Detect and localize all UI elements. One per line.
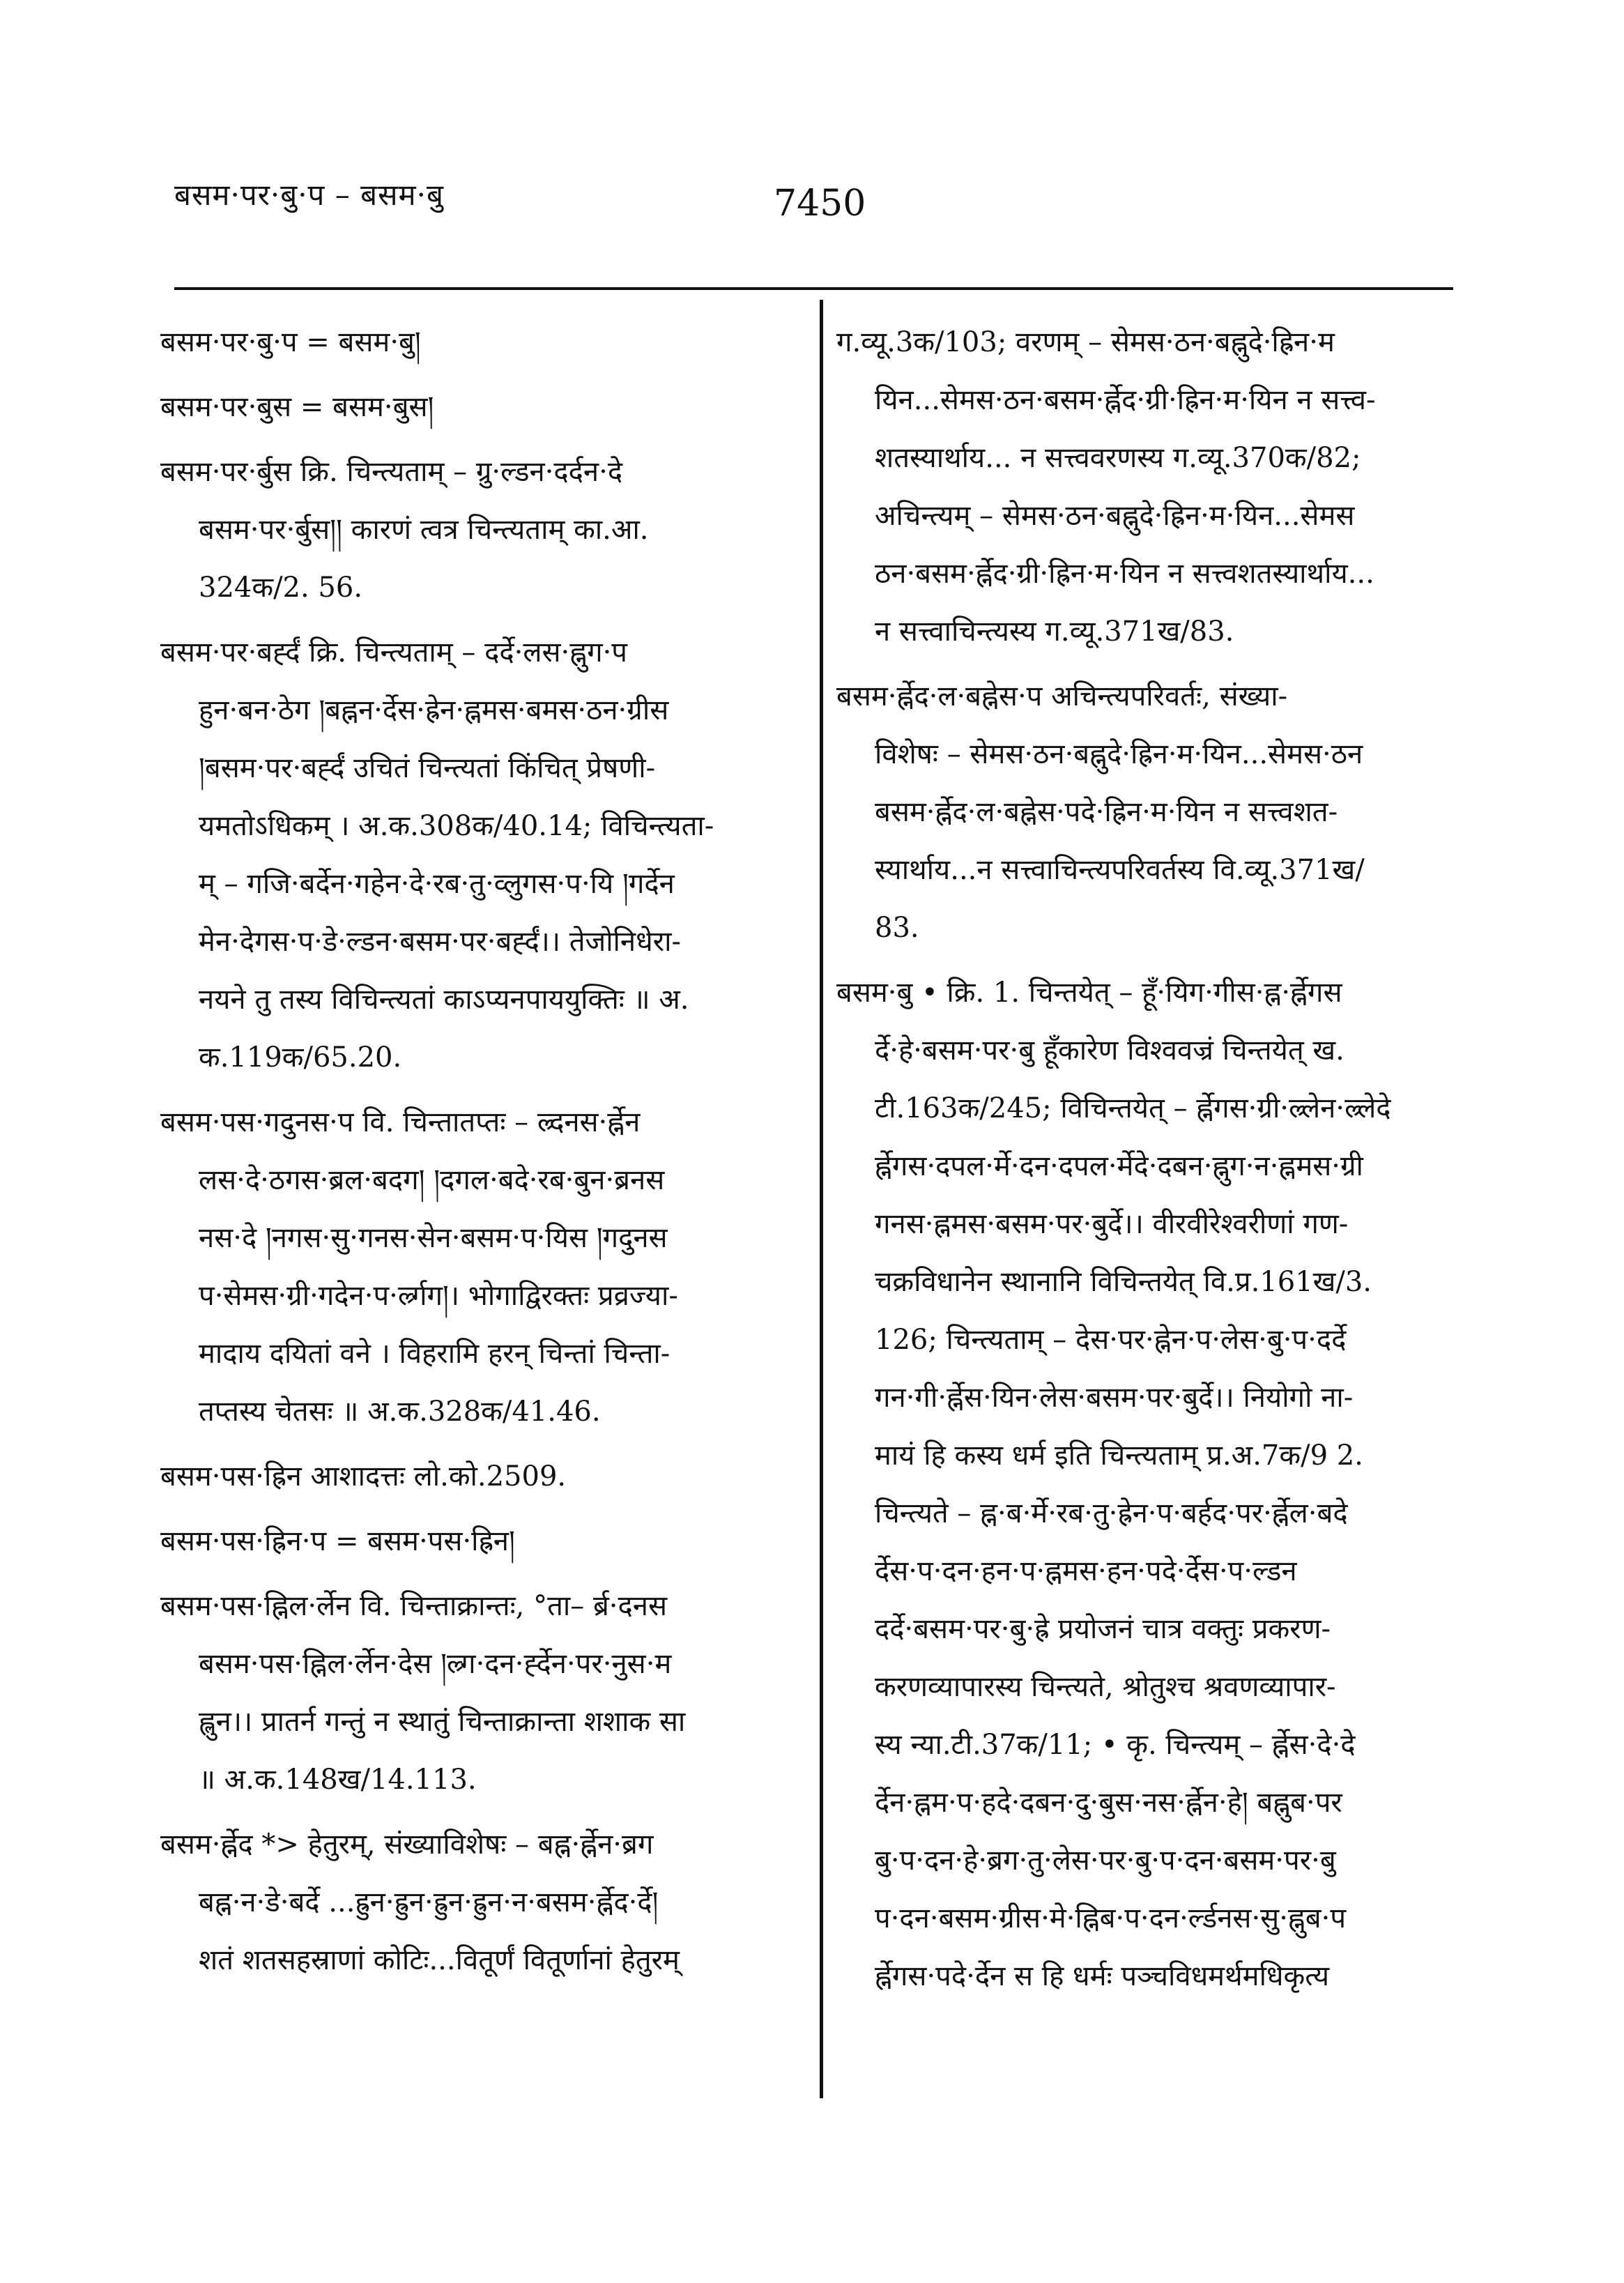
entry-headword-line: बसम·र्ह्नेद·ल·बह्नेस·प अचिन्त्यपरिवर्तः, संख्या-: [836, 680, 1288, 712]
entry-headword-line: बसम·पर·र्बुस क्रि. चिन्त्यताम् – ग्रु·ल्डन·दर्दन·दे: [160, 456, 623, 488]
entry-line: मेन·देगस·प·डे·ल्डन·बसम·पर·बर्ह्दं।। तेजोनिधेरा-: [199, 926, 681, 958]
entry-headword-line: बसम·पस·ह्रिन·प = बसम·पस·ह्रिन།: [160, 1525, 515, 1557]
right-column: [836, 314, 1478, 2013]
entry-headword-line: बसम·पर·बु·प = बसम·बु།: [160, 326, 421, 358]
entry-line: र्दे·हे·बसम·पर·बु हूँकारेण विश्ववज्रं चिन्तयेत् ख.: [875, 1034, 1345, 1067]
entry-line: गनस·ह्नमस·बसम·पर·बुर्दे।। वीरवीरेश्वरीणां गण-: [875, 1208, 1349, 1240]
entry-headword-line: बसम·र्ह्नेद *> हेतुरम्, संख्याविशेषः – बह्न·र्ह्नेन·ब्रग: [160, 1828, 654, 1861]
entry-line: तप्तस्य चेतसः ॥ अ.क.328क/41.46.: [199, 1396, 601, 1428]
entry-headword-line: बसम·पर·बर्ह्दं क्रि. चिन्त्यताम् – दर्दे·लस·ह्नुग·प: [160, 636, 628, 669]
entry-headword-line: बसम·पस·गदुनस·प वि. चिन्तातप्तः – ल्र्दनस·र्ह्नेन: [160, 1106, 641, 1138]
entry-line: टी.163क/245; विचिन्तयेत् – र्ह्नेगस·ग्री·ल्र्लेन·ल्र्लेदे: [875, 1092, 1391, 1124]
entry-line: चिन्त्यते – ह्न·ब·र्मे·रब·तु·ह्रेन·प·बर्हद·पर·र्ह्नेल·बदे: [875, 1497, 1348, 1529]
entry-headword-line: बसम·पस·ह्रिन आशादत्तः लो.को.2509.: [160, 1460, 567, 1492]
dictionary-entry: [160, 1513, 802, 1571]
entry-line: बसम·पस·ह्निल·र्लेन·देस །ल्र्ग·दन·र्ह्देन·पर·नुस·म: [199, 1648, 672, 1680]
entry-line: हुन·बन·ठेग །बह्नन·र्देस·ह्रेन·ह्नमस·बमस·ठन·ग्रीस: [199, 694, 669, 726]
entry-line: शतस्यार्थाय... न सत्त्ववरणस्य ग.व्यू.370क/82;: [875, 442, 1361, 474]
entry-line: मादाय दयितां वने । विहरामि हरन् चिन्तां चिन्ता-: [199, 1338, 671, 1370]
entry-line: 324क/2. 56.: [199, 572, 363, 604]
entry-line: अचिन्त्यम् – सेमस·ठन·बह्नुदे·ह्रिन·म·यिन...सेमस: [875, 500, 1355, 532]
dictionary-entry: [160, 1448, 802, 1506]
entry-line: क.119क/65.20.: [199, 1041, 402, 1074]
entry-line: यिन...सेमस·ठन·बसम·र्ह्नेद·ग्री·ह्रिन·म·यिन न सत्त्व-: [875, 384, 1376, 416]
entry-line: र्देस·प·दन·हन·प·ह्नमस·हन·पदे·र्देस·प·ल्डन: [875, 1555, 1297, 1587]
dictionary-entry: [160, 1094, 802, 1441]
entry-line: गन·गी·र्ह्नेस·यिन·लेस·बसम·पर·बुर्दे।। नियोगो ना-: [875, 1382, 1354, 1414]
entry-line: करणव्यापारस्य चिन्त्यते, श्रोतुश्च श्रवणव्यापार-: [875, 1671, 1336, 1703]
left-column: [160, 314, 802, 1996]
entry-line: र्ह्नेगस·दपल·र्मे·दन·दपल·र्मेदे·दबन·ह्नुग·न·ह्नमस·ग्री: [875, 1150, 1363, 1182]
dictionary-entry: [836, 964, 1478, 2006]
dictionary-entry: [160, 1816, 802, 1990]
entry-line: ठन·बसम·र्ह्नेद·ग्री·ह्रिन·म·यिन न सत्त्वशतस्यार्थाय...: [875, 558, 1374, 590]
entry-line: 126; चिन्त्यताम् – देस·पर·ह्नेन·प·लेस·बु·प·दर्दे: [875, 1324, 1347, 1356]
page-number: 7450: [774, 183, 866, 224]
entry-line: यमतोऽधिकम् । अ.क.308क/40.14; विचिन्त्यता-: [199, 810, 714, 842]
entry-line: दर्दे·बसम·पर·बु·ह्रे प्रयोजनं चात्र वक्तुः प्रकरण-: [875, 1613, 1331, 1645]
entry-line: नस·दे །नगस·सु·गनस·सेन·बसम·प·यिस །गदुनस: [199, 1222, 668, 1254]
entry-line: र्ह्नेगस·पदे·र्देन स हि धर्मः पञ्चविधमर्थमधिकृत्य: [875, 1960, 1330, 1992]
entry-line: बसम·पर·र्बुस།། कारणं त्वत्र चिन्त्यताम् का.आ.: [199, 514, 649, 546]
entry-line: लस·दे·ठगस·ब्रल·बदग། །दगल·बदे·रब·बुन·ब्रनस: [199, 1164, 665, 1196]
dictionary-entry: [160, 624, 802, 1087]
column-divider: [820, 300, 823, 2098]
entry-line: प·सेमस·ग्री·गदेन·प·र्ल्र्गग།। भोगाद्विरक्तः प्रव्रज्या-: [199, 1280, 678, 1312]
running-head: बसम·पर·बु·प – बसम·बु: [174, 178, 444, 212]
entry-line: प·दन·बसम·ग्रीस·मे·ह्निब·प·दन·र्ल्डनस·सु·ह्नुब·प: [875, 1902, 1347, 1934]
entry-line: मायं हि कस्य धर्म इति चिन्त्यताम् प्र.अ.7क/9 2.: [875, 1440, 1363, 1472]
entry-line: विशेषः – सेमस·ठन·बह्नुदे·ह्रिन·म·यिन...सेमस·ठन: [875, 738, 1363, 770]
entry-line: बह्न·न·डे·बर्दे ...ह्रुन·ह्रुन·ह्रुन·ह्रुन·न·बसम·र्ह्नेद·र्दे།: [199, 1886, 659, 1918]
entry-headword-line: ग.व्यू.3क/103; वरणम् – सेमस·ठन·बह्नुदे·ह्रिन·म: [836, 326, 1335, 358]
dictionary-entry: [160, 314, 802, 372]
entry-line: ह्लुन।। प्रातर्न गन्तुं न स्थातुं चिन्ताक्रान्ता शशाक सा: [199, 1706, 686, 1738]
entry-line: स्य न्या.टी.37क/11; • कृ. चिन्त्यम् – र्ह्नेस·दे·दे: [875, 1729, 1356, 1761]
entry-line: बसम·र्ह्नेद·ल·बह्नेस·पदे·ह्रिन·म·यिन न सत्त्वशत-: [875, 796, 1338, 828]
entry-line: बु·प·दन·हे·ब्रग·तु·लेस·पर·बु·प·दन·बसम·पर·बु: [875, 1845, 1336, 1877]
dictionary-entry: [160, 1578, 802, 1809]
dictionary-entry: [160, 379, 802, 436]
entry-line: 83.: [875, 912, 919, 944]
entry-line: शतं शतसहस्राणां कोटिः...वितूर्णं वितूर्णानां हेतुरम्: [199, 1944, 680, 1976]
entry-line: ॥ अ.क.148ख/14.113.: [199, 1764, 477, 1796]
dictionary-entry: [836, 314, 1478, 661]
entry-headword-line: बसम·पर·बुस = बसम·बुस།: [160, 391, 434, 423]
entry-line: र्देन·ह्नम·प·हदे·दबन·दु·बुस·नस·र्ह्नेन·हे། बह्नुब·पर: [875, 1787, 1342, 1819]
dictionary-entry: [836, 668, 1478, 957]
dictionary-entry: [160, 443, 802, 617]
entry-line: न सत्त्वाचिन्त्यस्य ग.व्यू.371ख/83.: [875, 616, 1234, 648]
entry-line: स्यार्थाय...न सत्त्वाचिन्त्यपरिवर्तस्य वि.व्यू.371ख/: [875, 854, 1365, 886]
entry-line: चक्रविधानेन स्थानानि विचिन्तयेत् वि.प्र.161ख/3.: [875, 1266, 1372, 1298]
entry-headword-line: बसम·बु • क्रि. 1. चिन्तयेत् – हूँ·यिग·गीस·ह्न·र्ह्नेगस: [836, 977, 1342, 1009]
header-rule: [174, 287, 1453, 290]
entry-line: म् – गजि·बर्देन·गहेन·दे·रब·तु·व्लुगस·प·यि །गर्देन: [199, 868, 675, 900]
entry-line: །बसम·पर·बर्ह्दं उचितं चिन्त्यतां किंचित् प्रेषणी-: [199, 752, 656, 784]
entry-headword-line: बसम·पस·ह्निल·र्लेन वि. चिन्ताक्रान्तः, °ता– र्ब्र·दनस: [160, 1590, 667, 1622]
entry-line: नयने तु तस्य विचिन्त्यतां काऽप्यनपाययुक्तिः ॥ अ.: [199, 984, 689, 1016]
